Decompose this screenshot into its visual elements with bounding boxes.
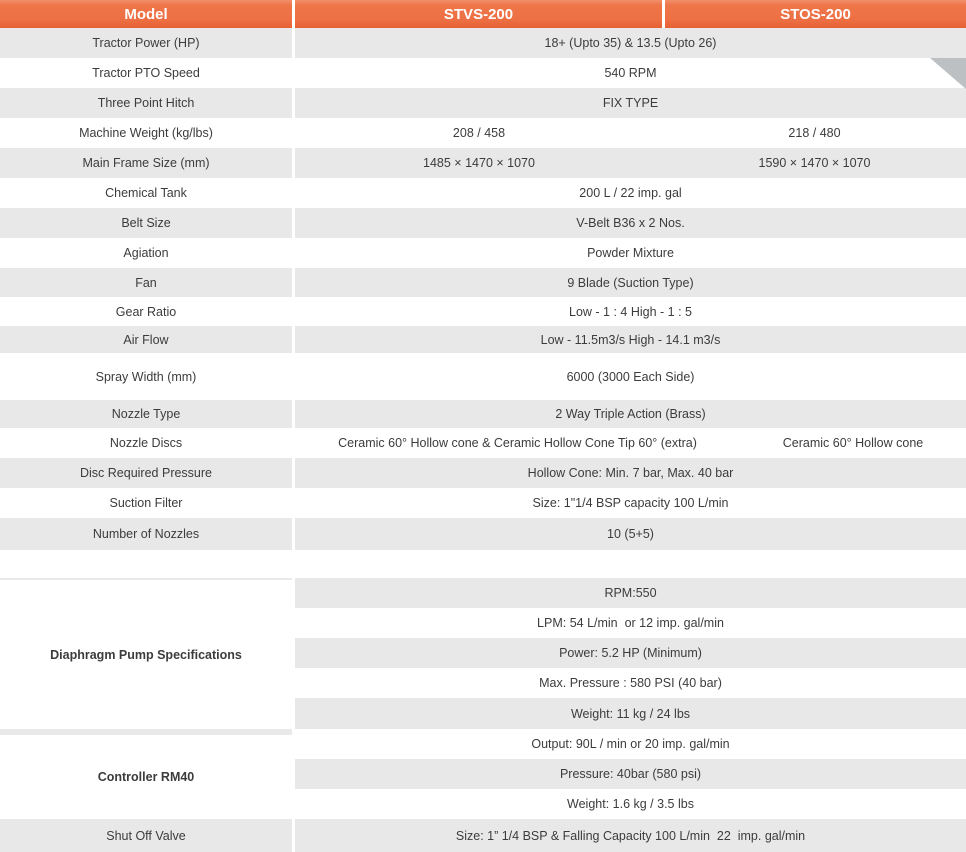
- row-value: Size: 1” 1/4 BSP & Falling Capacity 100 L/min 22 imp. gal/min: [295, 819, 966, 852]
- section-diaphragm-pump: [0, 578, 966, 729]
- spec-row-three-point-hitch: [0, 88, 966, 118]
- spec-row-gear-ratio: [0, 297, 966, 326]
- spec-row-number-of-nozzles: [0, 518, 966, 550]
- section-value-row: RPM:550: [295, 578, 966, 608]
- header-cell-model: Model: [0, 0, 292, 28]
- row-label: Shut Off Valve: [0, 819, 292, 852]
- row-label: Suction Filter: [0, 488, 292, 518]
- row-label: Number of Nozzles: [0, 518, 292, 550]
- row-value: 9 Blade (Suction Type): [295, 268, 966, 297]
- section-label: Diaphragm Pump Specifications: [0, 578, 292, 729]
- section-label: Controller RM40: [0, 729, 292, 819]
- row-value: Low - 1 : 4 High - 1 : 5: [295, 297, 966, 326]
- spec-row-nozzle-type: [0, 400, 966, 428]
- row-label: Belt Size: [0, 208, 292, 238]
- row-value-stos: 218 / 480: [663, 118, 966, 148]
- row-label: Tractor PTO Speed: [0, 58, 292, 88]
- row-label: Main Frame Size (mm): [0, 148, 292, 178]
- row-value: 18+ (Upto 35) & 13.5 (Upto 26): [295, 28, 966, 58]
- row-label: Agiation: [0, 238, 292, 268]
- row-value: V-Belt B36 x 2 Nos.: [295, 208, 966, 238]
- spec-row-spray-width: [0, 353, 966, 400]
- spec-row-chemical-tank: [0, 178, 966, 208]
- header-cell-stvs-200: STVS-200: [295, 0, 662, 28]
- row-value: Hollow Cone: Min. 7 bar, Max. 40 bar: [295, 458, 966, 488]
- spec-row-pto-speed: [0, 58, 966, 88]
- row-label: Machine Weight (kg/lbs): [0, 118, 292, 148]
- spec-row-agiation: [0, 238, 966, 268]
- row-value: Powder Mixture: [295, 238, 966, 268]
- section-values: [295, 578, 966, 729]
- row-value: FIX TYPE: [295, 88, 966, 118]
- section-value-row: Pressure: 40bar (580 psi): [295, 759, 966, 789]
- spec-row-fan: [0, 268, 966, 297]
- row-value-stvs: 1485 × 1470 × 1070: [295, 148, 663, 178]
- spec-row-nozzle-discs: [0, 428, 966, 458]
- spec-row-air-flow: [0, 326, 966, 353]
- section-value-row: Weight: 11 kg / 24 lbs: [295, 698, 966, 729]
- spec-row-suction-filter: [0, 488, 966, 518]
- row-label: Tractor Power (HP): [0, 28, 292, 58]
- spec-row-tractor-power: [0, 28, 966, 58]
- spec-row-shut-off-valve: [0, 819, 966, 852]
- row-value: 10 (5+5): [295, 518, 966, 550]
- spec-row-belt-size: [0, 208, 966, 238]
- row-value-stos: 1590 × 1470 × 1070: [663, 148, 966, 178]
- row-label: Nozzle Discs: [0, 428, 292, 458]
- spec-row-disc-required-pressure: [0, 458, 966, 488]
- blank-spacer-row: [0, 550, 966, 578]
- table-header: [0, 0, 966, 28]
- row-value-stvs: 208 / 458: [295, 118, 663, 148]
- row-value: 6000 (3000 Each Side): [295, 353, 966, 400]
- header-cell-stos-200: STOS-200: [665, 0, 966, 28]
- row-label: Disc Required Pressure: [0, 458, 292, 488]
- section-value-row: Output: 90L / min or 20 imp. gal/min: [295, 729, 966, 759]
- row-label: Gear Ratio: [0, 297, 292, 326]
- row-value: 540 RPM: [295, 58, 966, 88]
- row-label: Nozzle Type: [0, 400, 292, 428]
- row-value-stvs: Ceramic 60° Hollow cone & Ceramic Hollow Cone Tip 60° (extra): [295, 428, 740, 458]
- row-value: 2 Way Triple Action (Brass): [295, 400, 966, 428]
- section-value-row: Power: 5.2 HP (Minimum): [295, 638, 966, 668]
- section-controller-rm40: [0, 729, 966, 819]
- row-label: Air Flow: [0, 326, 292, 353]
- row-value: Low - 11.5m3/s High - 14.1 m3/s: [295, 326, 966, 353]
- row-label: Fan: [0, 268, 292, 297]
- row-label: Chemical Tank: [0, 178, 292, 208]
- section-values: [295, 729, 966, 819]
- spec-row-machine-weight: [0, 118, 966, 148]
- row-label: Spray Width (mm): [0, 353, 292, 400]
- section-value-row: Max. Pressure : 580 PSI (40 bar): [295, 668, 966, 698]
- row-value-stos: Ceramic 60° Hollow cone: [740, 428, 966, 458]
- section-value-row: LPM: 54 L/min or 12 imp. gal/min: [295, 608, 966, 638]
- spec-row-main-frame-size: [0, 148, 966, 178]
- row-value: Size: 1"1/4 BSP capacity 100 L/min: [295, 488, 966, 518]
- section-value-row: Weight: 1.6 kg / 3.5 lbs: [295, 789, 966, 819]
- row-label: Three Point Hitch: [0, 88, 292, 118]
- row-value: 200 L / 22 imp. gal: [295, 178, 966, 208]
